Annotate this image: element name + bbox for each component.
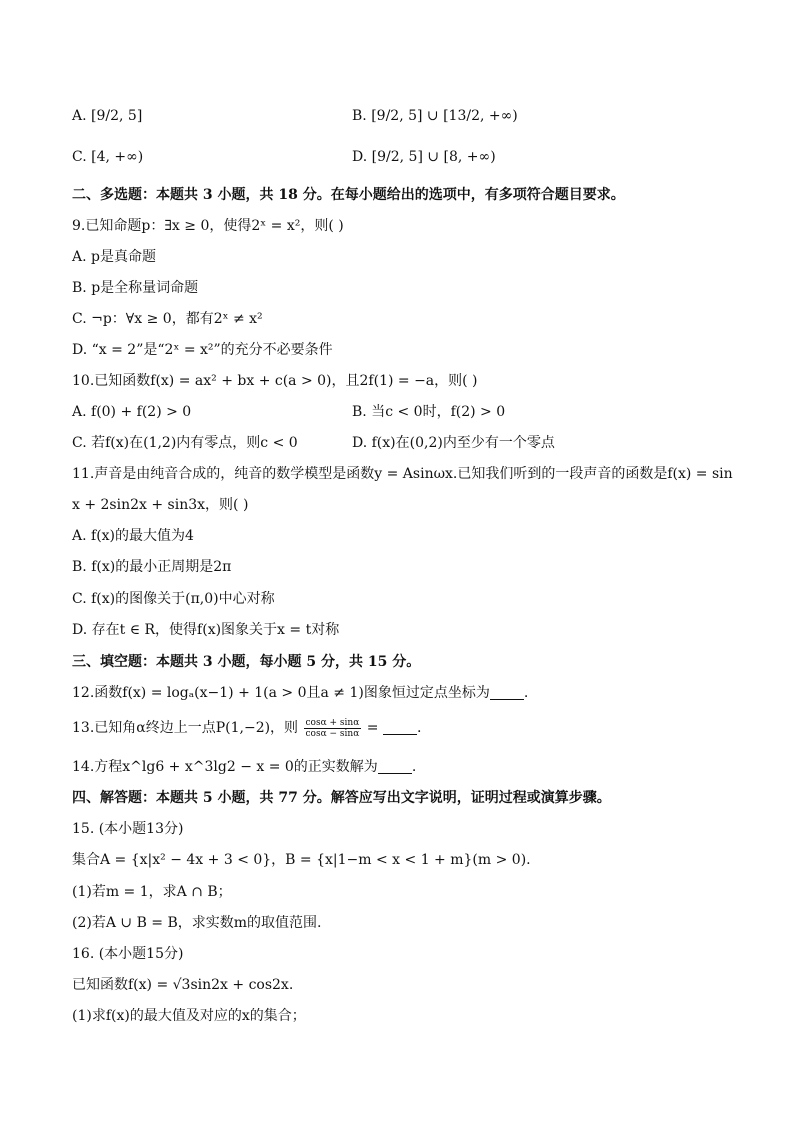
q8-option-c-text: [4, +∞) [91, 149, 144, 165]
q9-option-b: B. p是全称量词命题 [72, 280, 199, 296]
q8-option-b [352, 104, 518, 128]
q16-part1: (1)求f(x)的最大值及对应的x的集合； [72, 1008, 306, 1024]
q12-line: 12.函数f(x) = logₐ(x−1) + 1(a > 0且a ≠ 1)图象恒过定点坐标为 . [72, 685, 529, 701]
q14-text: 14.方程x^lg6 + x^3lg2 − x = 0的正实数解为 [72, 759, 378, 775]
q12-answer-blank [490, 687, 524, 700]
q8-option-a-label: A. [72, 108, 87, 124]
section3-heading: 三、填空题：本题共 3 小题，每小题 5 分，共 15 分。 [72, 654, 421, 670]
q8-option-b-label: B. [352, 108, 367, 124]
q12-text: 12.函数f(x) = logₐ(x−1) + 1(a > 0且a ≠ 1)图象恒过定点坐标为 [72, 685, 490, 701]
q13-line: 13.已知角α终边上一点P(1,−2)，则 $\frac{\cos\alpha + \sin\alpha}{\cos\alpha - \sin\alpha}$ = . [72, 717, 422, 739]
section4-heading: 四、解答题：本题共 5 小题，共 77 分。解答应写出文字说明，证明过程或演算步骤。 [72, 790, 611, 806]
q15-title: 15. (本小题13分) [72, 821, 184, 837]
q9-option-c: C. ¬p：∀x ≥ 0，都有2ˣ ≠ x² [72, 311, 263, 327]
q10-stem: 10.已知函数f(x) = ax² + bx + c(a > 0)，且2f(1) = −a，则( ) [72, 373, 478, 389]
q8-option-b-text: [9/2, 5] ∪ [13/2, +∞) [371, 108, 518, 124]
q15-part2: (2)若A ∪ B = B，求实数m的取值范围. [72, 915, 322, 931]
q10-option-c: C. 若f(x)在(1,2)内有零点，则c < 0 [72, 435, 298, 451]
q11-option-d: D. 存在t ∈ R，使得f(x)图象关于x = t对称 [72, 622, 340, 638]
q8-option-a [72, 104, 142, 128]
q10-option-d: D. f(x)在(0,2)内至少有一个零点 [352, 435, 555, 451]
q13-fraction [304, 718, 362, 739]
q15-body: 集合A = {x|x² − 4x + 3 < 0}，B = {x|1−m < x < 1 + m}(m > 0). [72, 852, 531, 868]
q14-line: 14.方程x^lg6 + x^3lg2 − x = 0的正实数解为 . [72, 759, 417, 775]
q10-option-a: A. f(0) + f(2) > 0 [72, 404, 192, 420]
q8-option-c [72, 145, 143, 169]
q8-option-c-label: C. [72, 149, 87, 165]
q14-answer-blank [378, 761, 412, 774]
q16-body: 已知函数f(x) = √3sin2x + cos2x. [72, 977, 294, 993]
q9-option-a: A. p是真命题 [72, 249, 156, 265]
q13-fraction-denominator: cosα − sinα [305, 728, 360, 739]
q11-stem-line1: 11.声音是由纯音合成的，纯音的数学模型是函数y = Asinωx.已知我们听到的一段声音的函数是f(x) = sin [72, 466, 733, 482]
q11-option-c: C. f(x)的图像关于(π,0)中心对称 [72, 591, 275, 607]
q11-stem-line2: x + 2sin2x + sin3x，则( ) [72, 497, 249, 513]
q15-part1: (1)若m = 1，求A ∩ B； [72, 884, 232, 900]
q16-title: 16. (本小题15分) [72, 946, 184, 962]
q8-option-d [352, 145, 496, 169]
q13-equals: = [366, 720, 379, 736]
q9-stem: 9.已知命题p：∃x ≥ 0，使得2ˣ = x²，则( ) [72, 218, 344, 234]
q8-option-d-text: [9/2, 5] ∪ [8, +∞) [371, 149, 496, 165]
q13-prefix: 13.已知角α终边上一点P(1,−2)，则 [72, 720, 299, 736]
q11-option-b: B. f(x)的最小正周期是2π [72, 559, 232, 575]
q8-option-a-text: [9/2, 5] [91, 108, 143, 124]
q8-option-d-label: D. [352, 149, 368, 165]
q13-answer-blank [383, 722, 417, 735]
q13-fraction-numerator: cosα + sinα [305, 717, 360, 728]
q9-option-d: D. “x = 2”是“2ˣ = x²”的充分不必要条件 [72, 342, 333, 358]
q10-option-b: B. 当c < 0时，f(2) > 0 [352, 404, 506, 420]
section2-heading: 二、多选题：本题共 3 小题，共 18 分。在每小题给出的选项中，有多项符合题目要求。 [72, 187, 625, 203]
q11-option-a: A. f(x)的最大值为4 [72, 528, 194, 544]
